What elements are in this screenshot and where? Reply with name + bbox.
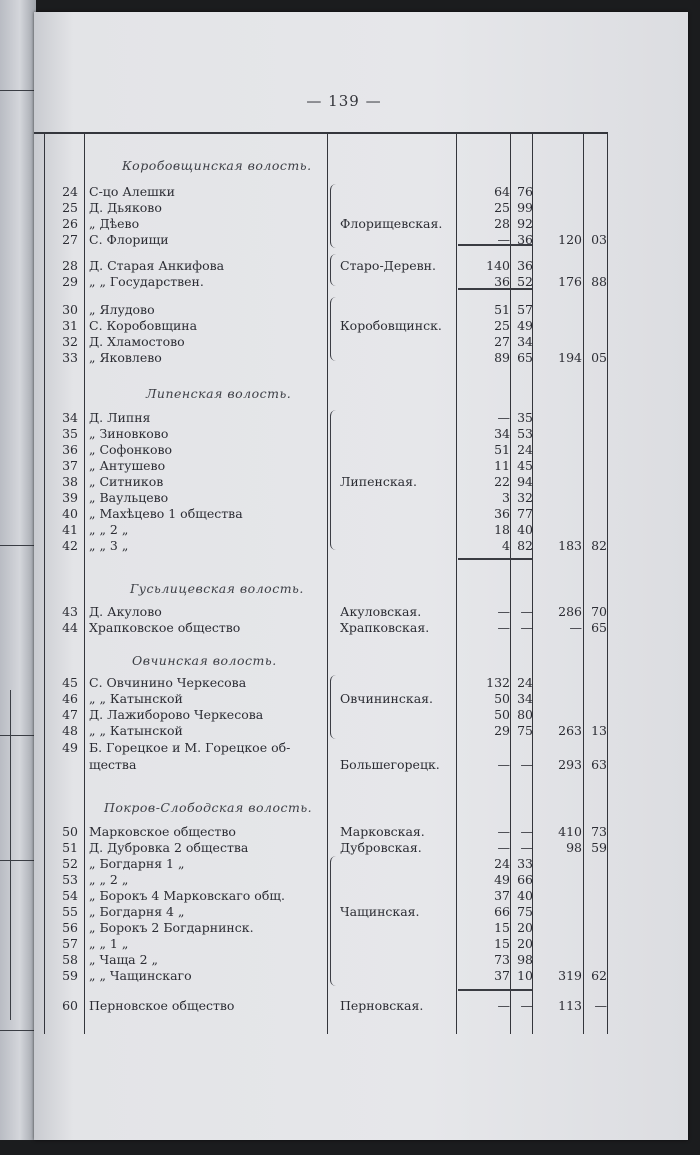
document-page bbox=[34, 12, 688, 1140]
row-total-kopecks: 65 bbox=[591, 620, 607, 635]
row-total-rubles: 113 bbox=[558, 998, 582, 1013]
row-value-rubles: 132 bbox=[486, 675, 510, 690]
row-value-kopecks: — bbox=[520, 998, 533, 1013]
table-row bbox=[34, 757, 688, 774]
table-row bbox=[34, 620, 688, 637]
row-number: 34 bbox=[62, 410, 78, 425]
row-value-rubles: 15 bbox=[494, 936, 510, 951]
row-value-kopecks: 36 bbox=[517, 258, 533, 273]
row-total-kopecks: 13 bbox=[591, 723, 607, 738]
row-value-rubles: — bbox=[497, 840, 510, 855]
row-name: „ Ваульцево bbox=[89, 490, 169, 505]
row-name: „ Борокъ 2 Богдарнинск. bbox=[89, 920, 254, 935]
table-row bbox=[34, 740, 688, 757]
row-total-rubles: 263 bbox=[558, 723, 582, 738]
row-total-rubles: — bbox=[569, 620, 582, 635]
row-value-rubles: 51 bbox=[494, 302, 510, 317]
table-row bbox=[34, 707, 688, 724]
row-value-kopecks: 49 bbox=[517, 318, 533, 333]
row-value-rubles: — bbox=[497, 824, 510, 839]
row-value-kopecks: 75 bbox=[517, 723, 533, 738]
row-name: „ Ситников bbox=[89, 474, 164, 489]
table-row bbox=[34, 318, 688, 335]
row-name: Д. Лажиборово Черкесова bbox=[89, 707, 264, 722]
row-number: 27 bbox=[62, 232, 78, 247]
row-value-kopecks: — bbox=[520, 620, 533, 635]
row-number: 30 bbox=[62, 302, 78, 317]
row-name: „ Софонково bbox=[89, 442, 173, 457]
adjacent-page-edge bbox=[0, 0, 36, 1140]
row-total-kopecks: — bbox=[594, 998, 607, 1013]
sum-line bbox=[458, 558, 532, 560]
row-value-kopecks: 24 bbox=[517, 675, 533, 690]
row-name: „ Антушево bbox=[89, 458, 166, 473]
table-row bbox=[34, 675, 688, 692]
table-row bbox=[34, 274, 688, 291]
row-volost: Перновская. bbox=[340, 998, 424, 1013]
row-value-kopecks: 76 bbox=[517, 184, 533, 199]
row-number: 25 bbox=[62, 200, 78, 215]
row-number: 45 bbox=[62, 675, 78, 690]
row-number: 54 bbox=[62, 888, 78, 903]
table-row bbox=[34, 506, 688, 523]
row-total-rubles: 98 bbox=[566, 840, 582, 855]
row-name: С. Овчинино Черкесова bbox=[89, 675, 247, 690]
table-row bbox=[34, 490, 688, 507]
row-total-kopecks: 88 bbox=[591, 274, 607, 289]
row-name: Перновское общество bbox=[89, 998, 235, 1013]
row-value-rubles: 24 bbox=[494, 856, 510, 871]
row-name: „ „ Государствен. bbox=[89, 274, 204, 289]
row-name: „ Махѣцево 1 общества bbox=[89, 506, 243, 521]
row-value-kopecks: 34 bbox=[517, 691, 533, 706]
row-value-rubles: 25 bbox=[494, 200, 510, 215]
row-value-rubles: 73 bbox=[494, 952, 510, 967]
table-row bbox=[34, 840, 688, 857]
row-volost: Марковская. bbox=[340, 824, 425, 839]
row-total-rubles: 176 bbox=[558, 274, 582, 289]
row-volost: Флорищевская. bbox=[340, 216, 443, 231]
table-row bbox=[34, 200, 688, 217]
table-row bbox=[34, 334, 688, 351]
table-row bbox=[34, 904, 688, 921]
section-title: Гусьлицевская волость. bbox=[130, 581, 304, 596]
row-value-kopecks: 77 bbox=[517, 506, 533, 521]
row-name: С. Коробовщина bbox=[89, 318, 198, 333]
row-number: 59 bbox=[62, 968, 78, 983]
row-value-kopecks: 45 bbox=[517, 458, 533, 473]
row-value-rubles: 15 bbox=[494, 920, 510, 935]
row-total-rubles: 120 bbox=[558, 232, 582, 247]
row-value-kopecks: 40 bbox=[517, 888, 533, 903]
row-value-kopecks: 20 bbox=[517, 936, 533, 951]
table-top-rule bbox=[34, 132, 608, 134]
row-value-rubles: 89 bbox=[494, 350, 510, 365]
row-value-kopecks: 35 bbox=[517, 410, 533, 425]
row-number: 41 bbox=[62, 522, 78, 537]
row-number: 28 bbox=[62, 258, 78, 273]
table-row bbox=[34, 426, 688, 443]
row-volost: Большегорецк. bbox=[340, 757, 440, 772]
row-total-rubles: 293 bbox=[558, 757, 582, 772]
row-name: С-цо Алешки bbox=[89, 184, 175, 199]
row-total-kopecks: 62 bbox=[591, 968, 607, 983]
row-value-kopecks: 92 bbox=[517, 216, 533, 231]
table-row bbox=[34, 302, 688, 319]
row-total-kopecks: 03 bbox=[591, 232, 607, 247]
row-name: Д. Акулово bbox=[89, 604, 162, 619]
table-row bbox=[34, 258, 688, 275]
row-value-kopecks: 32 bbox=[517, 490, 533, 505]
row-value-kopecks: 66 bbox=[517, 872, 533, 887]
row-volost: Дубровская. bbox=[340, 840, 422, 855]
row-number: 51 bbox=[62, 840, 78, 855]
row-total-rubles: 183 bbox=[558, 538, 582, 553]
row-value-rubles: 37 bbox=[494, 888, 510, 903]
row-value-rubles: 50 bbox=[494, 691, 510, 706]
table-row bbox=[34, 920, 688, 937]
row-value-rubles: 29 bbox=[494, 723, 510, 738]
row-number: 43 bbox=[62, 604, 78, 619]
row-total-rubles: 194 bbox=[558, 350, 582, 365]
row-name: „ „ Чащинскаго bbox=[89, 968, 192, 983]
row-volost: Храпковская. bbox=[340, 620, 430, 635]
row-value-kopecks: 94 bbox=[517, 474, 533, 489]
section-title: Липенская волость. bbox=[146, 386, 292, 401]
row-name: Д. Дубровка 2 общества bbox=[89, 840, 249, 855]
row-value-kopecks: — bbox=[520, 757, 533, 772]
row-value-kopecks: 57 bbox=[517, 302, 533, 317]
row-value-kopecks: 20 bbox=[517, 920, 533, 935]
row-number: 57 bbox=[62, 936, 78, 951]
row-value-kopecks: 33 bbox=[517, 856, 533, 871]
row-value-kopecks: 75 bbox=[517, 904, 533, 919]
table-row bbox=[34, 442, 688, 459]
row-value-rubles: 25 bbox=[494, 318, 510, 333]
row-value-rubles: — bbox=[497, 232, 510, 247]
row-value-kopecks: 52 bbox=[517, 274, 533, 289]
row-number: 58 bbox=[62, 952, 78, 967]
row-total-kopecks: 73 bbox=[591, 824, 607, 839]
row-value-kopecks: 40 bbox=[517, 522, 533, 537]
sum-line bbox=[458, 989, 532, 991]
row-number: 35 bbox=[62, 426, 78, 441]
row-name: „ Ялудово bbox=[89, 302, 155, 317]
table-row bbox=[34, 968, 688, 985]
row-value-rubles: 49 bbox=[494, 872, 510, 887]
row-name: „ „ 1 „ bbox=[89, 936, 129, 951]
row-name: „ „ Катынской bbox=[89, 723, 183, 738]
row-total-kopecks: 05 bbox=[591, 350, 607, 365]
row-name: „ Богдарня 1 „ bbox=[89, 856, 185, 871]
row-value-rubles: 37 bbox=[494, 968, 510, 983]
row-value-kopecks: 99 bbox=[517, 200, 533, 215]
row-value-rubles: 27 bbox=[494, 334, 510, 349]
table-row bbox=[34, 824, 688, 841]
row-name: „ „ 3 „ bbox=[89, 538, 129, 553]
row-value-kopecks: 34 bbox=[517, 334, 533, 349]
row-total-kopecks: 63 bbox=[591, 757, 607, 772]
table-row bbox=[34, 998, 688, 1015]
row-number: 42 bbox=[62, 538, 78, 553]
row-value-rubles: 3 bbox=[502, 490, 510, 505]
row-number: 31 bbox=[62, 318, 78, 333]
row-number: 49 bbox=[62, 740, 78, 755]
row-value-rubles: — bbox=[497, 620, 510, 635]
row-number: 33 bbox=[62, 350, 78, 365]
row-name: „ „ 2 „ bbox=[89, 522, 129, 537]
row-number: 53 bbox=[62, 872, 78, 887]
row-value-kopecks: 10 bbox=[517, 968, 533, 983]
row-value-rubles: 36 bbox=[494, 274, 510, 289]
row-name: Марковское общество bbox=[89, 824, 236, 839]
row-value-kopecks: 53 bbox=[517, 426, 533, 441]
row-name: Д. Старая Анкифова bbox=[89, 258, 225, 273]
table-row bbox=[34, 522, 688, 539]
row-value-kopecks: 98 bbox=[517, 952, 533, 967]
row-number: 40 bbox=[62, 506, 78, 521]
page-number: — 139 — bbox=[306, 92, 382, 110]
row-value-kopecks: 65 bbox=[517, 350, 533, 365]
row-value-rubles: — bbox=[497, 998, 510, 1013]
row-name: „ Дѣево bbox=[89, 216, 140, 231]
row-volost: Старо-Деревн. bbox=[340, 258, 436, 273]
table-row bbox=[34, 604, 688, 621]
table-row bbox=[34, 538, 688, 555]
row-name: „ Борокъ 4 Марковскаго общ. bbox=[89, 888, 285, 903]
row-value-rubles: — bbox=[497, 410, 510, 425]
row-number: 52 bbox=[62, 856, 78, 871]
row-number: 50 bbox=[62, 824, 78, 839]
row-number: 26 bbox=[62, 216, 78, 231]
row-volost: Акуловская. bbox=[340, 604, 422, 619]
row-total-kopecks: 70 bbox=[591, 604, 607, 619]
row-volost: Овчининская. bbox=[340, 691, 433, 706]
row-value-rubles: — bbox=[497, 757, 510, 772]
row-value-kopecks: 36 bbox=[517, 232, 533, 247]
row-name: „ „ Катынской bbox=[89, 691, 183, 706]
row-value-rubles: 18 bbox=[494, 522, 510, 537]
row-value-kopecks: — bbox=[520, 824, 533, 839]
row-number: 29 bbox=[62, 274, 78, 289]
row-value-rubles: 22 bbox=[494, 474, 510, 489]
row-total-rubles: 319 bbox=[558, 968, 582, 983]
row-value-kopecks: — bbox=[520, 604, 533, 619]
row-total-kopecks: 82 bbox=[591, 538, 607, 553]
row-number: 24 bbox=[62, 184, 78, 199]
table-row bbox=[34, 856, 688, 873]
row-name: „ Зиновково bbox=[89, 426, 169, 441]
table-row bbox=[34, 888, 688, 905]
row-value-rubles: 66 bbox=[494, 904, 510, 919]
table-row bbox=[34, 691, 688, 708]
row-number: 46 bbox=[62, 691, 78, 706]
row-volost: Чащинская. bbox=[340, 904, 420, 919]
table-row bbox=[34, 474, 688, 491]
row-value-rubles: 64 bbox=[494, 184, 510, 199]
row-number: 44 bbox=[62, 620, 78, 635]
row-name: Д. Хламостово bbox=[89, 334, 185, 349]
row-value-rubles: 4 bbox=[502, 538, 510, 553]
row-value-rubles: 36 bbox=[494, 506, 510, 521]
row-value-kopecks: 82 bbox=[517, 538, 533, 553]
table-row bbox=[34, 216, 688, 233]
row-value-kopecks: — bbox=[520, 840, 533, 855]
row-value-kopecks: 24 bbox=[517, 442, 533, 457]
row-name: „ Чаща 2 „ bbox=[89, 952, 159, 967]
row-name: Д. Дьяково bbox=[89, 200, 162, 215]
row-name: Храпковское общество bbox=[89, 620, 241, 635]
row-value-kopecks: 80 bbox=[517, 707, 533, 722]
row-total-rubles: 286 bbox=[558, 604, 582, 619]
row-name: Б. Горецкое и М. Горецкое об- bbox=[89, 740, 291, 755]
table-row bbox=[34, 952, 688, 969]
table-row bbox=[34, 458, 688, 475]
row-value-rubles: 11 bbox=[494, 458, 510, 473]
table-row bbox=[34, 936, 688, 953]
table-row bbox=[34, 184, 688, 201]
row-name: „ Богдарня 4 „ bbox=[89, 904, 185, 919]
row-value-rubles: 34 bbox=[494, 426, 510, 441]
row-value-rubles: 50 bbox=[494, 707, 510, 722]
table-row bbox=[34, 723, 688, 740]
row-number: 36 bbox=[62, 442, 78, 457]
row-name: „ „ 2 „ bbox=[89, 872, 129, 887]
row-number: 60 bbox=[62, 998, 78, 1013]
row-number: 39 bbox=[62, 490, 78, 505]
table-row bbox=[34, 232, 688, 249]
row-number: 56 bbox=[62, 920, 78, 935]
table-row bbox=[34, 872, 688, 889]
row-number: 32 bbox=[62, 334, 78, 349]
row-value-rubles: 140 bbox=[486, 258, 510, 273]
row-name: Д. Липня bbox=[89, 410, 151, 425]
row-number: 47 bbox=[62, 707, 78, 722]
row-name: щества bbox=[89, 757, 137, 772]
row-number: 37 bbox=[62, 458, 78, 473]
row-name: „ Яковлево bbox=[89, 350, 162, 365]
row-total-rubles: 410 bbox=[558, 824, 582, 839]
section-title: Коробовщинская волость. bbox=[122, 158, 312, 173]
row-number: 38 bbox=[62, 474, 78, 489]
table-row bbox=[34, 350, 688, 367]
row-value-rubles: 51 bbox=[494, 442, 510, 457]
row-name: С. Флорищи bbox=[89, 232, 169, 247]
table-row bbox=[34, 410, 688, 427]
row-total-kopecks: 59 bbox=[591, 840, 607, 855]
row-volost: Коробовщинск. bbox=[340, 318, 442, 333]
row-number: 55 bbox=[62, 904, 78, 919]
row-value-rubles: 28 bbox=[494, 216, 510, 231]
section-title: Покров-Слободская волость. bbox=[104, 800, 313, 815]
row-number: 48 bbox=[62, 723, 78, 738]
row-value-rubles: — bbox=[497, 604, 510, 619]
section-title: Овчинская волость. bbox=[132, 653, 277, 668]
row-volost: Липенская. bbox=[340, 474, 417, 489]
